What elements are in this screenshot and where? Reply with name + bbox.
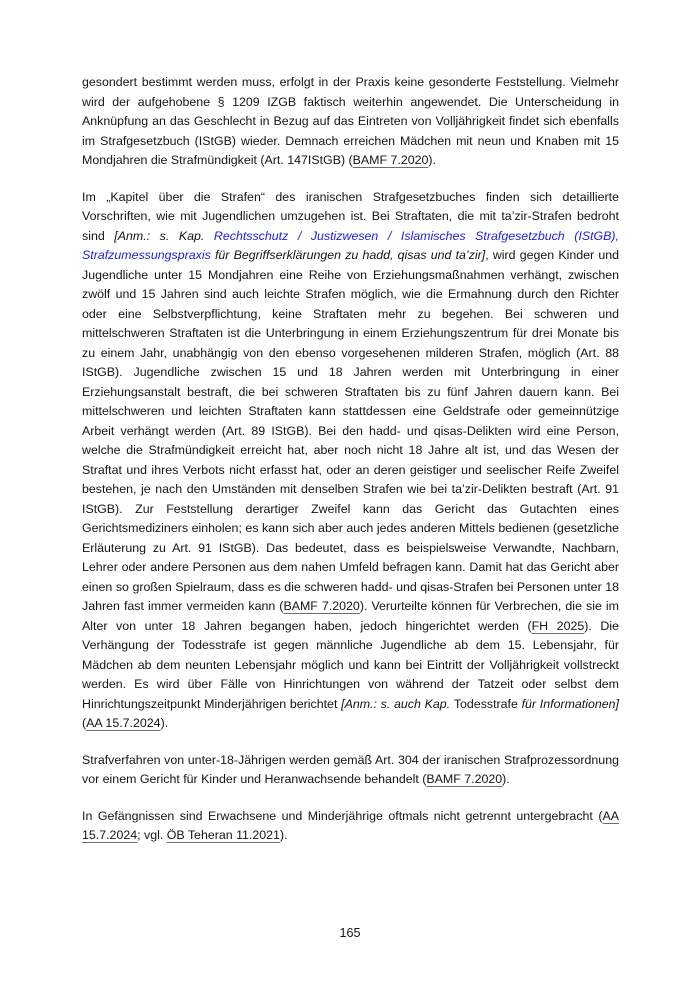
paragraph-kapitel-strafen [82,188,619,734]
source-reference-link[interactable]: BAMF 7.2020 [426,772,503,786]
source-reference-link[interactable]: AA 15.7.2024 [82,808,619,842]
text-run: In Gefängnissen sind Erwachsene und Minderjährige oftmals nicht getrennt untergebracht ( [82,808,603,823]
text-run: , wird gegen Kinder und Jugendliche unter 15 Mondjahren eine Reihe von Erziehungsmaßnahmen verhängt, zwischen zwölf und 15 Jahren sind auch leichte Strafen möglich, wie die Ermahnung durch den Richter oder eine Selbstverpflichtung, keine Straftaten mehr zu begehen. Bei schweren und mittelschweren Straftaten ist die Unterbringung in einem Erziehungszentrum für drei Monate bis zu einem Jahr, unabhängig von den ebenso vorgesehenen milderen Strafen, möglich (Art. 88 IStGB). Jugendliche zwischen 15 und 18 Jahren werden mit Unterbringung in einer Erziehungsanstalt bestraft, die bei schweren Straftaten bis zu fünf Jahren dauern kann. Bei mittelschweren und leichten Straftaten kann stattdessen eine Geldstrafe oder gemeinnützige Arbeit verhängt werden (Art. 89 IStGB). Bei den hadd- und qisas-Delikten wird eine Person, welche die Strafmündigkeit erreicht hat, aber noch nicht 18 Jahre alt ist, und das Wesen der Straftat und ihres Verbots nicht erfasst hat, oder an deren geistiger und seelischer Reife Zweifel bestehen, je nach den Umständen mit denselben Strafen wie bei ta’zir-Delikten bestraft (Art. 91 IStGB). Zur Feststellung derartiger Zweifel kann das Gericht das Gutachten eines Gerichtsmediziners einholen; es kann sich aber auch jedes anderen Mittels bedienen (gesetzliche Erläuterung zu Art. 91 IStGB). Das bedeutet, dass es beispielsweise Verwandte, Nachbarn, Lehrer oder andere Personen aus dem nahen Umfeld befragen kann. Damit hat das Gericht aber einen so großen Spielraum, dass es die schweren hadd- und qisas-Strafen bei Personen unter 18 Jahren fast immer vermeiden kann ( [82,248,619,613]
text-run: Todesstrafe [453,696,522,711]
source-reference-link[interactable]: FH 2025 [531,618,585,633]
source-reference-link[interactable]: AA 15.7.2024 [86,716,161,730]
source-reference-link[interactable]: ÖB Teheran 11.2021 [166,828,280,842]
annotation-italic-text: [Anm.: s. auch Kap. [341,696,454,711]
source-reference-link[interactable]: BAMF 7.2020 [352,153,429,167]
text-run: ). [428,153,436,167]
document-body [82,73,619,863]
text-run: ). [502,772,510,786]
text-run: ( [82,716,87,730]
paragraph-gefaengnisse [82,807,619,846]
text-run: ). Die Verhängung der Todesstrafe ist gegen männliche Jugendliche ab dem 15. Lebensjahr, für Mädchen ab dem neunten Lebensjahr möglich und kann bei Eintritt der Volljährigkeit vollstreckt werden. Es wird über Fälle von Hinrichtungen von während der Tatzeit oder selbst dem Hinrichtungszeitpunkt Minderjährigen berichtet [82,618,619,711]
annotation-italic-text: für Informationen] [521,696,619,711]
annotation-italic-text: für Begriffserklärungen zu hadd, qisas und ta’zir] [210,248,486,262]
text-run: ). [160,716,169,730]
page-number: 165 [339,926,361,940]
text-run: Im „Kapitel über die Strafen“ des iranischen Strafgesetzbuches finden sich detaillierte Vorschriften, wie mit Jugendlichen umzugehen ist. Bei Straftaten, die mit ta’zir-Strafen bedroht sind [82,189,619,243]
annotation-italic-text: [Anm.: s. Kap. [114,228,214,243]
paragraph-strafverfahren [82,751,619,790]
text-run: ). Verurteilte können für Verbrechen, die sie im Alter von unter 18 Jahren begangen haben, jedoch hingerichtet werden ( [82,599,619,633]
text-run: Strafverfahren von unter-18-Jährigen werden gemäß Art. 304 der iranischen Strafprozessordnung vor einem Gericht für Kinder und Heranwachsende behandelt ( [82,752,619,786]
text-run: gesondert bestimmt werden muss, erfolgt in der Praxis keine gesonderte Feststellung. Vielmehr wird der aufgehobene § 1209 IZGB faktisch weiterhin angewendet. Die Unterscheidung in Anknüpfung an das Geschlecht in Bezug auf das Eintreten von Volljährigkeit findet sich ebenfalls im Strafgesetzbuch (IStGB) wieder. Demnach erreichen Mädchen mit neun und Knaben mit 15 Mondjahren die Strafmündigkeit (Art. 147IStGB) ( [82,75,619,167]
text-run: ). [279,828,288,842]
text-run: ; vgl. [137,828,167,842]
chapter-reference-link[interactable]: Rechtsschutz / Justizwesen / Islamisches Strafgesetzbuch (IStGB), Strafzumessungspraxis [82,228,619,262]
source-reference-link[interactable]: BAMF 7.2020 [283,599,360,613]
paragraph-strafmuendigkeit [82,73,619,171]
